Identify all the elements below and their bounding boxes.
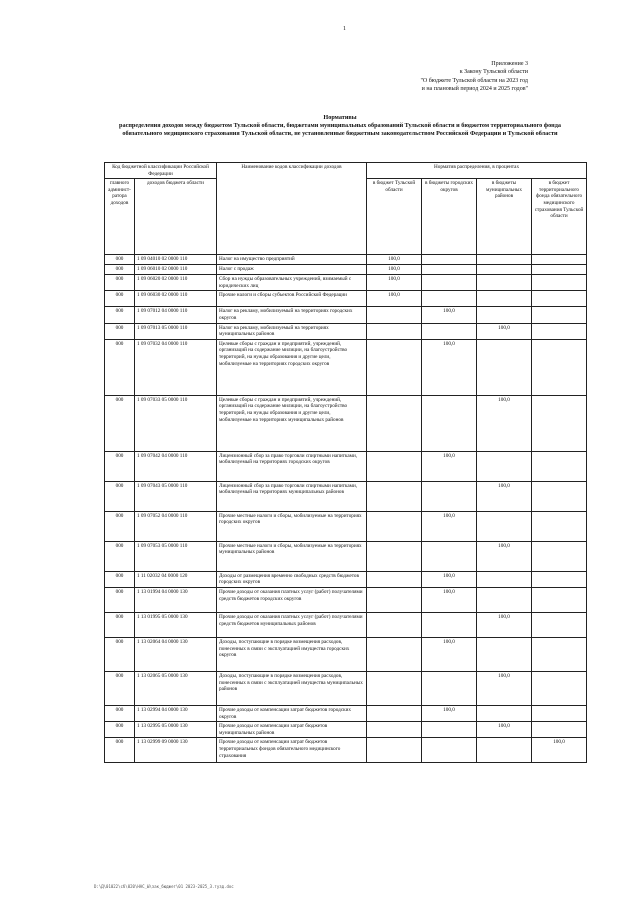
income-name-cell: Лицензионный сбор за право торговли спиртными напитками, мобилизуемый на территориях муниципальных районов	[217, 481, 367, 511]
admin-cell: 000	[105, 265, 135, 275]
file-path-footer: D:\Д\01022\сб\020\НАС_Ы\зак_бюджет\01 2023-2025_3.тузд.doc	[94, 884, 234, 889]
region-norm-cell	[367, 307, 422, 323]
header-tfoms: в бюджет территориального фонда обязательного медицинского страхования Тульской области	[532, 179, 587, 255]
city-norm-cell	[422, 541, 477, 571]
region-norm-cell	[367, 481, 422, 511]
table-row	[105, 275, 587, 291]
municipal-norm-cell: 100,0	[477, 395, 532, 451]
income-name-cell: Лицензионный сбор за право торговли спиртными напитками, мобилизуемый на территориях городских округов	[217, 451, 367, 481]
city-norm-cell	[422, 395, 477, 451]
income-code-cell: 1 09 06010 02 0000 110	[135, 265, 217, 275]
tfoms-norm-cell	[532, 255, 587, 265]
table-row	[105, 511, 587, 541]
income-code-cell: 1 09 07042 04 0000 110	[135, 451, 217, 481]
admin-cell: 000	[105, 541, 135, 571]
income-name-cell: Прочие доходы от оказания платных услуг (работ) получателями средств бюджетов городских округов	[217, 587, 367, 612]
table-row	[105, 541, 587, 571]
admin-cell: 000	[105, 571, 135, 587]
header-admin: главного админист-ратора доходов	[105, 179, 135, 255]
table-row	[105, 339, 587, 395]
header-row	[105, 163, 587, 179]
region-norm-cell	[367, 637, 422, 671]
city-norm-cell	[422, 722, 477, 738]
admin-cell: 000	[105, 255, 135, 265]
header-name: Наименование кодов классификации доходов	[217, 163, 367, 255]
income-name-cell: Целевые сборы с граждан и предприятий, учреждений, организаций на содержание милиции, на благоустройство территорий, на нужды образования и другие цели, мобилизуемые на территориях муниципальных районов	[217, 395, 367, 451]
tfoms-norm-cell	[532, 291, 587, 307]
tfoms-norm-cell	[532, 722, 587, 738]
city-norm-cell	[422, 481, 477, 511]
municipal-norm-cell: 100,0	[477, 481, 532, 511]
city-norm-cell: 100,0	[422, 571, 477, 587]
appendix-line: и на плановый период 2024 и 2025 годов"	[421, 85, 528, 92]
municipal-norm-cell	[477, 637, 532, 671]
city-norm-cell	[422, 291, 477, 307]
municipal-norm-cell	[477, 339, 532, 395]
tfoms-norm-cell	[532, 705, 587, 721]
income-name-cell: Доходы, поступающие в порядке возмещения расходов, понесенных в связи с эксплуатацией имущества городских округов	[217, 637, 367, 671]
income-code-cell: 1 09 07033 05 0000 110	[135, 395, 217, 451]
region-norm-cell	[367, 722, 422, 738]
income-name-cell: Прочие доходы от компенсации затрат бюджетов городских округов	[217, 705, 367, 721]
table-row	[105, 671, 587, 705]
income-code-cell: 1 13 02995 05 0000 130	[135, 722, 217, 738]
appendix-line: Приложение 3	[491, 61, 528, 67]
region-norm-cell	[367, 587, 422, 612]
table-row	[105, 612, 587, 637]
tfoms-norm-cell	[532, 339, 587, 395]
title-head: Нормативы	[323, 114, 357, 121]
city-norm-cell: 100,0	[422, 307, 477, 323]
income-code-cell: 1 13 02065 05 0000 130	[135, 671, 217, 705]
income-name-cell: Прочие доходы от компенсации затрат бюджетов муниципальных районов	[217, 722, 367, 738]
tfoms-norm-cell	[532, 275, 587, 291]
city-norm-cell: 100,0	[422, 511, 477, 541]
city-norm-cell: 100,0	[422, 637, 477, 671]
city-norm-cell: 100,0	[422, 339, 477, 395]
income-name-cell: Прочие налоги и сборы субъектов Российской Федерации	[217, 291, 367, 307]
admin-cell: 000	[105, 395, 135, 451]
region-norm-cell	[367, 738, 422, 763]
city-norm-cell	[422, 738, 477, 763]
municipal-norm-cell	[477, 571, 532, 587]
income-code-cell: 1 13 02064 04 0000 130	[135, 637, 217, 671]
city-norm-cell: 100,0	[422, 705, 477, 721]
admin-cell: 000	[105, 738, 135, 763]
income-name-cell: Прочие доходы от компенсации затрат бюджетов территориальных фондов обязательного медицинского страхования	[217, 738, 367, 763]
tfoms-norm-cell	[532, 637, 587, 671]
tfoms-norm-cell	[532, 481, 587, 511]
income-code-cell: 1 09 07032 04 0000 110	[135, 339, 217, 395]
region-norm-cell	[367, 395, 422, 451]
title-description: распределения доходов между бюджетом Тульской области, бюджетами муниципальных образований Тульской области и бюджетом территориального фонда обязательного медицинского страхования Тульской области, не установленные бюджетным законодательством Российской Федерации и Тульской области	[119, 122, 561, 138]
region-norm-cell: 100,0	[367, 275, 422, 291]
city-norm-cell	[422, 671, 477, 705]
income-name-cell: Налог на имущество предприятий	[217, 255, 367, 265]
municipal-norm-cell	[477, 705, 532, 721]
municipal-norm-cell: 100,0	[477, 722, 532, 738]
municipal-norm-cell: 100,0	[477, 671, 532, 705]
table-row	[105, 451, 587, 481]
tfoms-norm-cell	[532, 395, 587, 451]
city-norm-cell	[422, 265, 477, 275]
admin-cell: 000	[105, 722, 135, 738]
income-name-cell: Доходы от размещения временно свободных средств бюджетов городских округов	[217, 571, 367, 587]
header-income-code: доходов бюджета области	[135, 179, 217, 255]
city-norm-cell	[422, 323, 477, 339]
region-norm-cell	[367, 671, 422, 705]
income-name-cell: Налог с продаж	[217, 265, 367, 275]
header-region: в бюджет Тульской области	[367, 179, 422, 255]
header-code-group: Код бюджетной классификации Российской Федерации	[105, 163, 217, 179]
admin-cell: 000	[105, 323, 135, 339]
norms-table	[104, 162, 587, 763]
income-name-cell: Прочие местные налоги и сборы, мобилизуемые на территориях городских округов	[217, 511, 367, 541]
admin-cell: 000	[105, 339, 135, 395]
table-row	[105, 722, 587, 738]
income-name-cell: Налог на рекламу, мобилизуемый на территориях городских округов	[217, 307, 367, 323]
income-name-cell: Налог на рекламу, мобилизуемый на территориях муниципальных районов	[217, 323, 367, 339]
table-row	[105, 481, 587, 511]
region-norm-cell: 100,0	[367, 265, 422, 275]
income-code-cell: 1 13 02999 09 0000 130	[135, 738, 217, 763]
tfoms-norm-cell	[532, 671, 587, 705]
header-norms-group: Норматив распределения, в процентах	[367, 163, 587, 179]
municipal-norm-cell	[477, 275, 532, 291]
income-code-cell: 1 09 06030 02 0000 110	[135, 291, 217, 307]
income-code-cell: 1 13 02994 04 0000 130	[135, 705, 217, 721]
city-norm-cell	[422, 255, 477, 265]
income-code-cell: 1 09 07012 04 0000 110	[135, 307, 217, 323]
admin-cell: 000	[105, 671, 135, 705]
income-name-cell: Прочие доходы от оказания платных услуг (работ) получателями средств бюджетов муниципальных районов	[217, 612, 367, 637]
admin-cell: 000	[105, 275, 135, 291]
region-norm-cell: 100,0	[367, 291, 422, 307]
admin-cell: 000	[105, 612, 135, 637]
admin-cell: 000	[105, 705, 135, 721]
income-code-cell: 1 13 01995 05 0000 130	[135, 612, 217, 637]
table-row	[105, 307, 587, 323]
tfoms-norm-cell	[532, 307, 587, 323]
region-norm-cell: 100,0	[367, 255, 422, 265]
table-row	[105, 255, 587, 265]
income-code-cell: 1 13 01994 04 0000 130	[135, 587, 217, 612]
header-municipal: в бюджеты муниципальных районов	[477, 179, 532, 255]
income-name-cell: Доходы, поступающие в порядке возмещения расходов, понесенных в связи с эксплуатацией имущества муниципальных районов	[217, 671, 367, 705]
region-norm-cell	[367, 571, 422, 587]
income-name-cell: Целевые сборы с граждан и предприятий, учреждений, организаций на содержание милиции, на благоустройство территорий, на нужды образования и другие цели, мобилизуемые на территориях городских округов	[217, 339, 367, 395]
tfoms-norm-cell	[532, 323, 587, 339]
tfoms-norm-cell	[532, 587, 587, 612]
table-row	[105, 705, 587, 721]
municipal-norm-cell: 100,0	[477, 541, 532, 571]
tfoms-norm-cell	[532, 451, 587, 481]
tfoms-norm-cell	[532, 612, 587, 637]
municipal-norm-cell	[477, 511, 532, 541]
table-row	[105, 291, 587, 307]
table-row	[105, 395, 587, 451]
city-norm-cell	[422, 275, 477, 291]
tfoms-norm-cell	[532, 265, 587, 275]
municipal-norm-cell	[477, 587, 532, 612]
appendix-line: к Закону Тульской области	[459, 69, 528, 76]
region-norm-cell	[367, 705, 422, 721]
admin-cell: 000	[105, 291, 135, 307]
income-name-cell: Прочие местные налоги и сборы, мобилизуемые на территориях муниципальных районов	[217, 541, 367, 571]
income-name-cell: Сбор на нужды образовательных учреждений, взимаемый с юридических лиц	[217, 275, 367, 291]
admin-cell: 000	[105, 511, 135, 541]
table-row	[105, 265, 587, 275]
admin-cell: 000	[105, 481, 135, 511]
page-number: 1	[343, 26, 346, 32]
region-norm-cell	[367, 612, 422, 637]
table-row	[105, 571, 587, 587]
document-title	[100, 114, 580, 139]
city-norm-cell	[422, 612, 477, 637]
income-code-cell: 1 09 04010 02 0000 110	[135, 255, 217, 265]
table-row	[105, 637, 587, 671]
region-norm-cell	[367, 323, 422, 339]
region-norm-cell	[367, 451, 422, 481]
tfoms-norm-cell	[532, 511, 587, 541]
city-norm-cell: 100,0	[422, 451, 477, 481]
admin-cell: 000	[105, 587, 135, 612]
table-row	[105, 587, 587, 612]
region-norm-cell	[367, 339, 422, 395]
municipal-norm-cell	[477, 291, 532, 307]
income-code-cell: 1 09 06020 02 0000 110	[135, 275, 217, 291]
municipal-norm-cell	[477, 451, 532, 481]
income-code-cell: 1 11 02032 04 0000 120	[135, 571, 217, 587]
appendix-header	[328, 60, 528, 93]
admin-cell: 000	[105, 307, 135, 323]
tfoms-norm-cell	[532, 571, 587, 587]
region-norm-cell	[367, 541, 422, 571]
city-norm-cell: 100,0	[422, 587, 477, 612]
table-row	[105, 323, 587, 339]
municipal-norm-cell	[477, 738, 532, 763]
region-norm-cell	[367, 511, 422, 541]
admin-cell: 000	[105, 451, 135, 481]
municipal-norm-cell: 100,0	[477, 323, 532, 339]
income-code-cell: 1 09 07013 05 0000 110	[135, 323, 217, 339]
table-row	[105, 738, 587, 763]
income-code-cell: 1 09 07052 04 0000 110	[135, 511, 217, 541]
tfoms-norm-cell: 100,0	[532, 738, 587, 763]
income-code-cell: 1 09 07053 05 0000 110	[135, 541, 217, 571]
appendix-line: "О бюджете Тульской области на 2023 год	[420, 77, 528, 84]
municipal-norm-cell	[477, 255, 532, 265]
admin-cell: 000	[105, 637, 135, 671]
income-code-cell: 1 09 07043 05 0000 110	[135, 481, 217, 511]
tfoms-norm-cell	[532, 541, 587, 571]
municipal-norm-cell	[477, 265, 532, 275]
header-city: в бюджеты городских округов	[422, 179, 477, 255]
table-body	[105, 255, 587, 763]
municipal-norm-cell	[477, 307, 532, 323]
municipal-norm-cell: 100,0	[477, 612, 532, 637]
